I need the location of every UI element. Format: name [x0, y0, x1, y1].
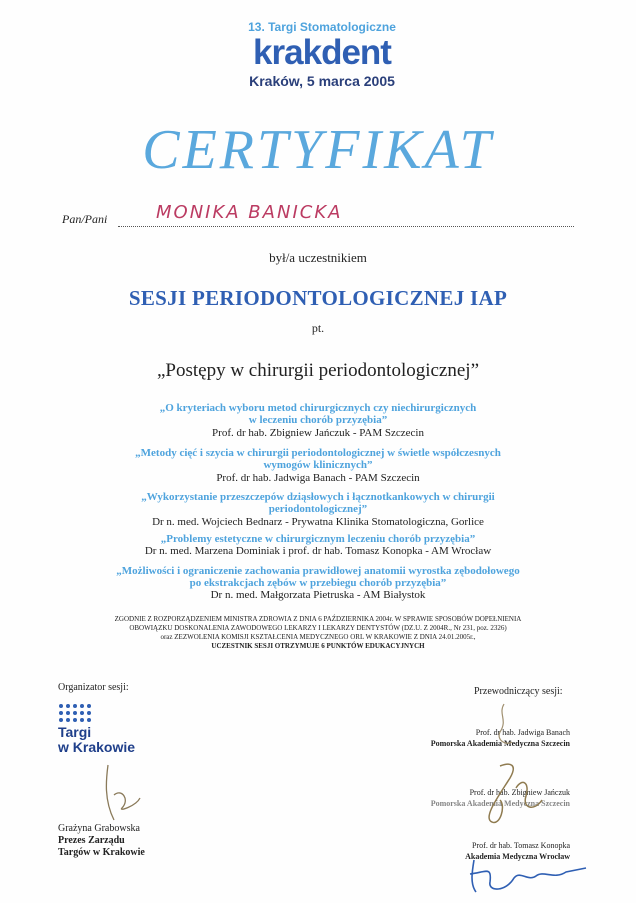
event-edition: 13. Targi Stomatologiczne: [248, 20, 396, 34]
lecture-title: „O kryteriach wyboru metod chirurgicznych czy niechirurgicznych w leczeniu chorób przyzębia”: [159, 402, 477, 426]
legal-notice: ZGODNIE Z ROZPORZĄDZENIEM MINISTRA ZDROWIA Z DNIA 6 PAŹDZIERNIKA 2004r. W SPRAWIE SPOSOBÓW DOPEŁNIENIA OBOWIĄZKU DOSKONALENIA ZAWODOWEGO LEKARZY I LEKARZY DENTYSTÓW (DZ.U. Z 2004R., Nr 231, poz. 2326) oraz ZEZWOLENIA KOMISJI KSZTAŁCENIA MEDYCZNEGO ORL W KRAKOWIE Z DNIA 24.01.2005r., UCZESTNIK SESJI OTRZYMUJE 6 PUNKTÓW EDUKACYJNYCH: [114, 615, 522, 650]
lecture-author: Dr n. med. Wojciech Bednarz - Prywatna Klinika Stomatologiczna, Gorlice: [152, 516, 484, 528]
session-name: SESJI PERIODONTOLOGICZNEJ IAP: [128, 286, 508, 310]
session-topic: „Postępy w chirurgii periodontologicznej”: [156, 360, 480, 381]
lecture-title: „Problemy estetyczne w chirurgicznym leczeniu chorób przyzębia”: [160, 533, 476, 545]
organizer-logo: Targi w Krakowie: [58, 724, 136, 755]
chair-signature: [462, 852, 592, 903]
chair-entry: Prof. dr hab. Tomasz Konopka Akademia Medyczna Wrocław: [465, 841, 570, 861]
chair-entry: Prof. dr hab. Zbigniew Jańczuk Pomorska Akademia Medyczna Szczecin: [430, 788, 570, 808]
name-dotted-line: [118, 226, 574, 227]
lecture-author: Prof. dr hab. Zbigniew Jańczuk - PAM Szczecin: [212, 427, 424, 439]
chair-entry: Prof. dr hab. Jadwiga Banach Pomorska Akademia Medyczna Szczecin: [430, 728, 570, 748]
lecture-author: Dr n. med. Małgorzata Pietruska - AM Białystok: [210, 589, 426, 601]
pt-label: pt.: [311, 321, 325, 335]
chairs-label: Przewodniczący sesji:: [474, 686, 563, 697]
brand-logo: krakdent: [253, 33, 391, 72]
lecture-author: Dr n. med. Marzena Dominiak i prof. dr hab. Tomasz Konopka - AM Wrocław: [144, 545, 492, 557]
lecture-author: Prof. dr hab. Jadwiga Banach - PAM Szczecin: [216, 472, 420, 484]
pan-label: Pan/Pani: [62, 212, 108, 226]
certificate-title: CERTYFIKAT: [142, 119, 494, 181]
participant-name: MONIKA BANICKA: [156, 202, 343, 223]
event-place-date: Kraków, 5 marca 2005: [249, 73, 395, 89]
lecture-title: „Wykorzystanie przeszczepów dziąsłowych i łącznotkankowych w chirurgii periodontologicznej”: [141, 491, 495, 515]
chair-signature: [470, 760, 560, 835]
participant-text: był/a uczestnikiem: [269, 250, 367, 265]
organizer-label: Organizator sesji:: [58, 682, 129, 693]
chair-signature: [484, 702, 524, 757]
lecture-title: „Możliwości i ograniczenie zachowania prawidłowej anatomii wyrostka zębodołowego po ekstrakcjach zębów w przebiegu chorób przyzębia”: [116, 565, 520, 589]
organizer-signatory: Grażyna Grabowska Prezes Zarządu Targów w Krakowie: [58, 823, 145, 858]
lecture-title: „Metody cięć i szycia w chirurgii periodontologicznej w świetle współczesnych wymogów klinicznych”: [135, 447, 501, 471]
